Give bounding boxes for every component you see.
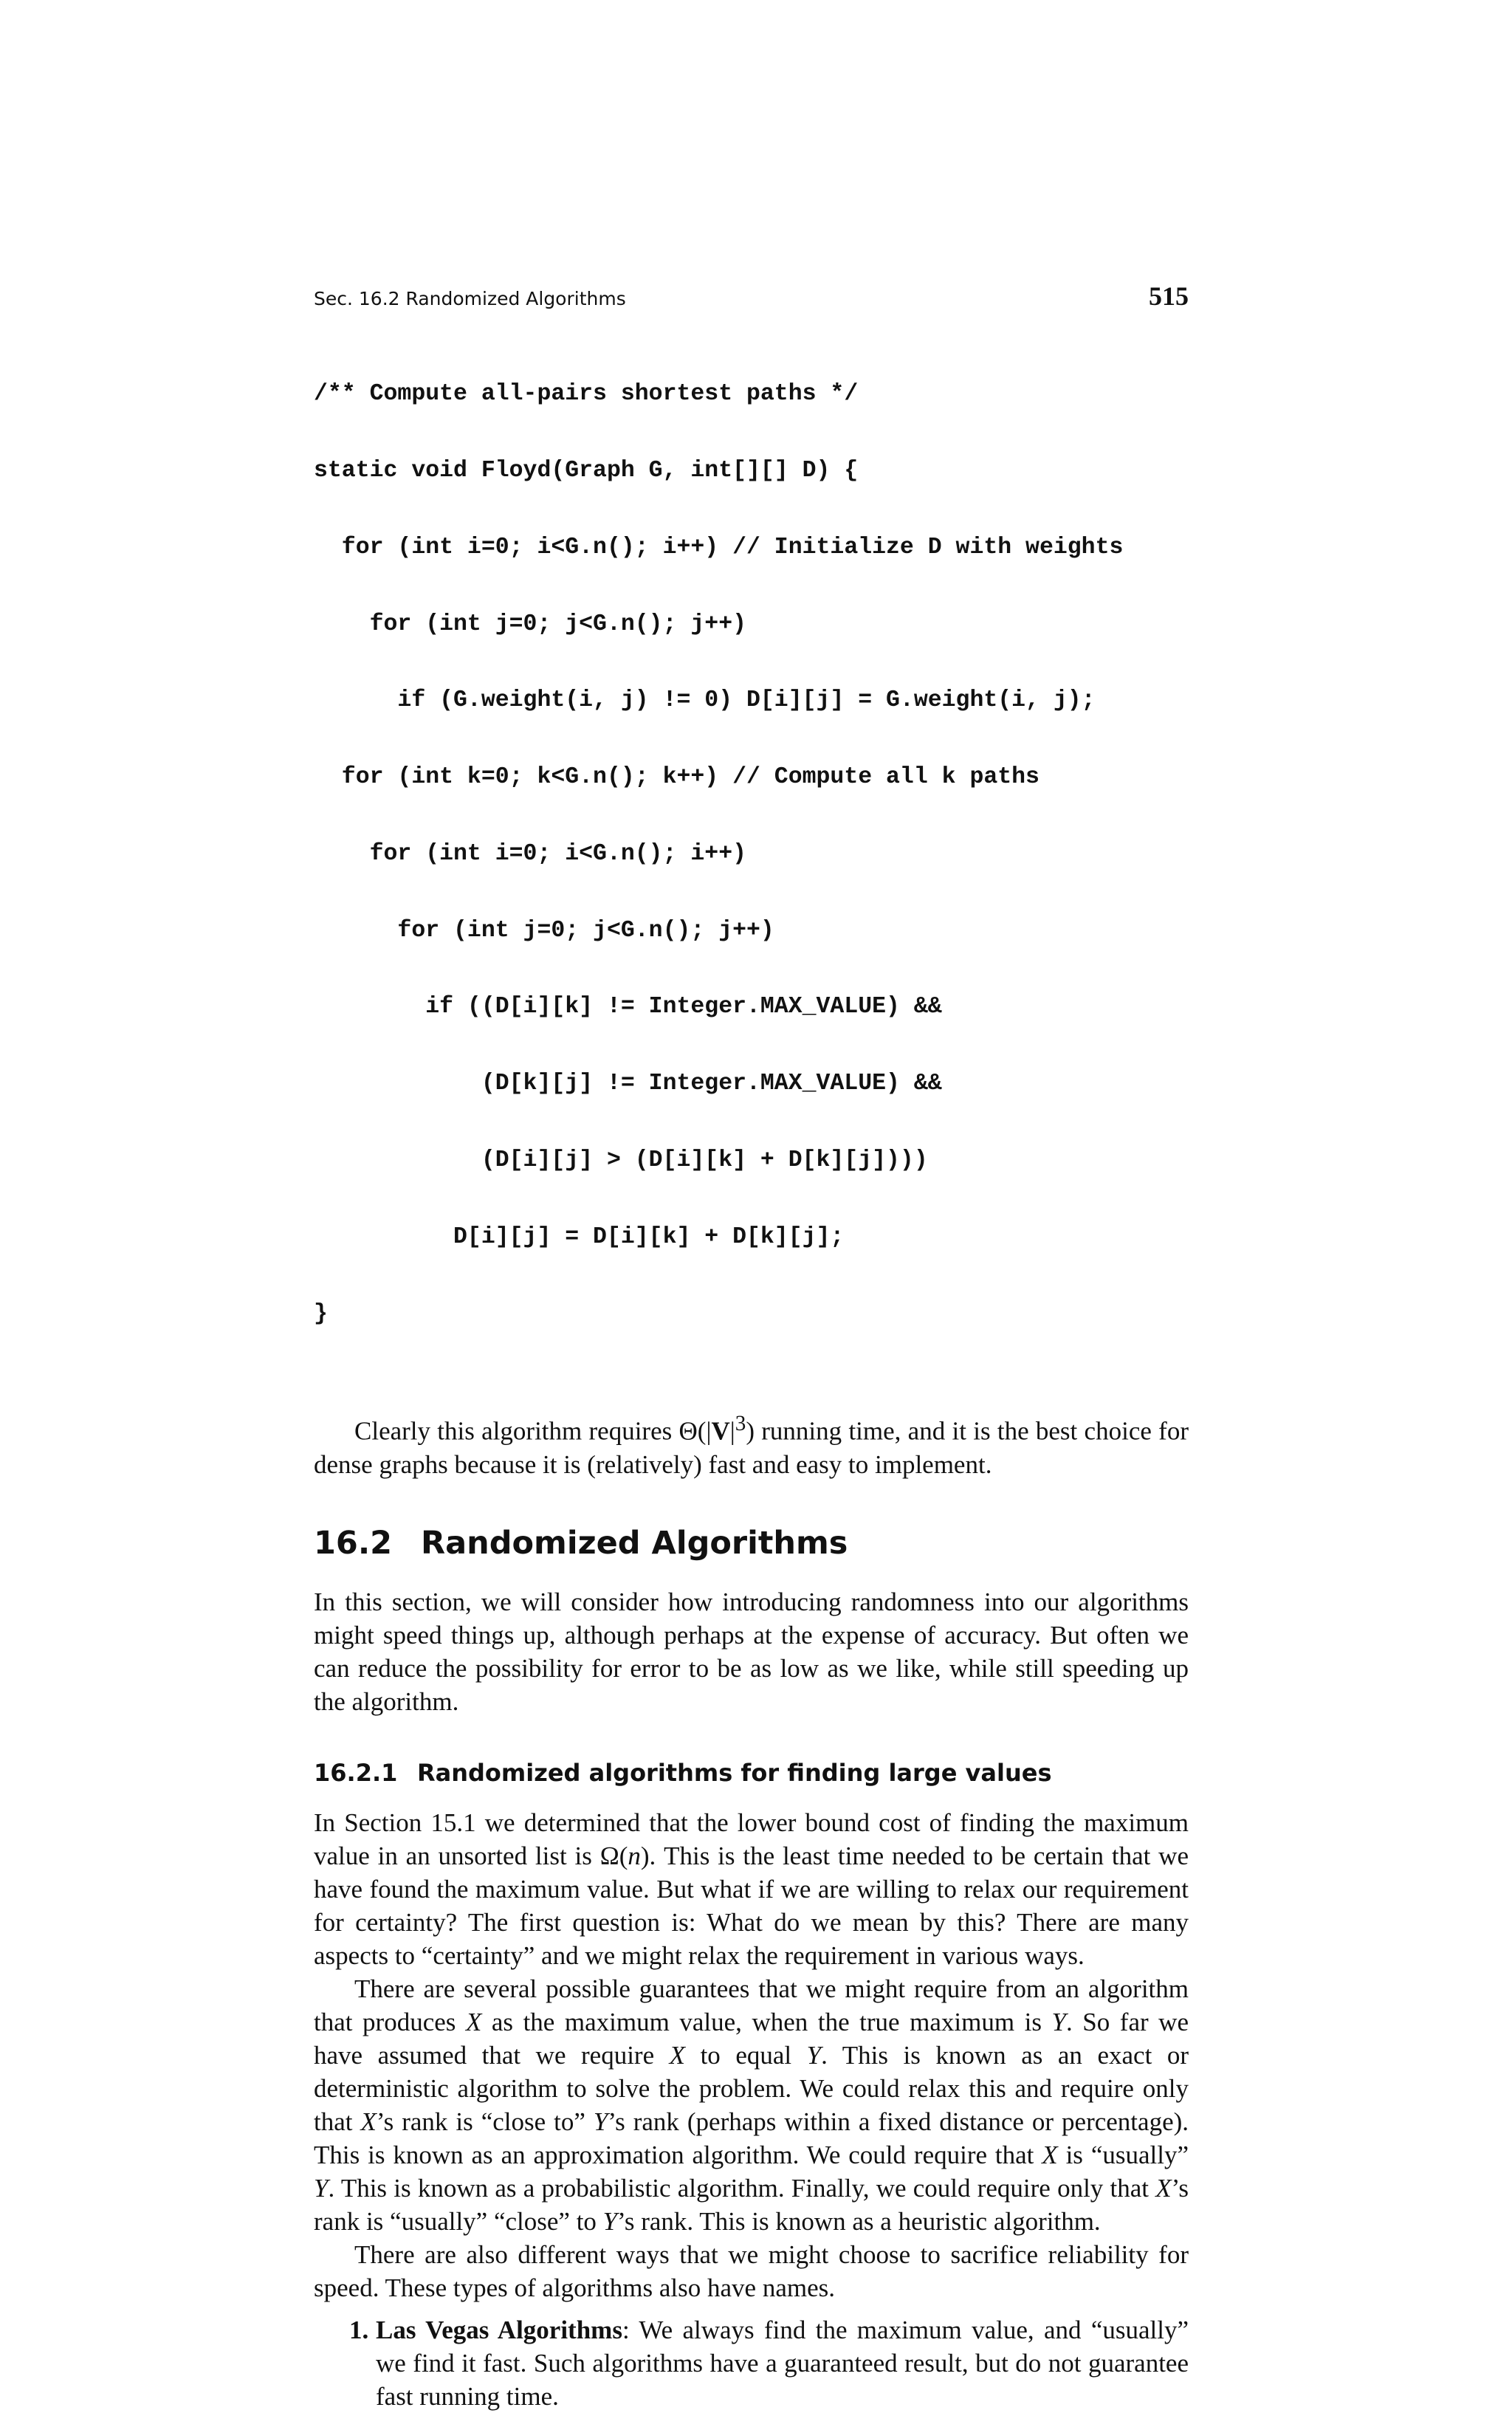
paragraph-after-code: Clearly this algorithm requires $\Theta(|V|^3)$ running time, and it is the best choice for dense graphs because it is (relatively) fast and easy to implement. — [314, 1412, 1189, 1479]
code-line: /** Compute all-pairs shortest paths */ — [314, 381, 859, 408]
algorithm-types-list — [314, 2313, 1189, 2413]
book-page — [314, 281, 1189, 2413]
paragraph-lower-bound: In Section 15.1 we determined that the lower bound cost of finding the maximum value in an unsorted list is Ω(n). This is the least time needed to be certain that we have found the maximum value. But what if we are willing to relax our requirement for certainty? The first question is: What do we mean by this? There are many aspects to “certainty” and we might relax the requirement in various ways. — [314, 1808, 1189, 1970]
code-line: static void Floyd(Graph G, int[][] D) { — [314, 457, 859, 484]
code-line: if (G.weight(i, j) != 0) D[i][j] = G.weight(i, j); — [314, 687, 1096, 714]
paragraph-intro: In this section, we will consider how introducing randomness into our algorithms might speed things up, although perhaps at the expense of accuracy. But often we can reduce the possibility for error to be as low as we like, while still speeding up the algorithm. — [314, 1588, 1189, 1716]
page-number: 515 — [1149, 281, 1189, 311]
paragraph-guarantees: There are several possible guarantees that we might require from an algorithm that produces X as the maximum value, when the true maximum is Y. So far we have assumed that we require X to equal Y. This is known as an exact or deterministic algorithm to solve the problem. We could relax this and require only that X’s rank is “close to” Y’s rank (perhaps within a fixed distance or percentage). This is known as an approximation algorithm. We could require that X is “usually” Y. This is known as a probabilistic algorithm. Finally, we could require only that X’s rank is “usually” “close” to Y’s rank. This is known as a heuristic algorithm. — [314, 1974, 1189, 2236]
code-line: for (int i=0; i<G.n(); i++) // Initialize D with weights — [314, 534, 1124, 560]
list-item — [314, 2313, 1189, 2413]
code-line: (D[i][j] > (D[i][k] + D[k][j]))) — [314, 1147, 928, 1173]
code-line: D[i][j] = D[i][k] + D[k][j]; — [314, 1223, 845, 1250]
paragraph-sacrifice: There are also different ways that we might choose to sacrifice reliability for speed. These types of algorithms also have names. — [314, 2240, 1189, 2302]
running-head — [314, 281, 1189, 318]
code-line: for (int k=0; k<G.n(); k++) // Compute all k paths — [314, 764, 1040, 791]
section-number: 16.2 — [314, 1525, 393, 1562]
section-title: Randomized Algorithms — [421, 1525, 848, 1562]
subsection-title: Randomized algorithms for finding large values — [417, 1759, 1052, 1787]
subsection-number: 16.2.1 — [314, 1759, 398, 1787]
code-line: } — [314, 1300, 328, 1327]
list-marker: 1. — [349, 2316, 369, 2344]
section-heading — [314, 1527, 1189, 1560]
list-item-body: Las Vegas Algorithms: We always find the maximum value, and “usually” we find it fast. Such algorithms have a guaranteed result, but do not guarantee fast running time. — [376, 2316, 1189, 2411]
code-line: for (int j=0; j<G.n(); j++) — [314, 917, 774, 944]
code-line: for (int i=0; i<G.n(); i++) — [314, 840, 746, 867]
running-head-section: Sec. 16.2 Randomized Algorithms — [314, 288, 626, 309]
code-line: if ((D[i][k] != Integer.MAX_VALUE) && — [314, 994, 942, 1020]
code-line: for (int j=0; j<G.n(); j++) — [314, 611, 746, 637]
code-listing-floyd — [314, 331, 1189, 1378]
list-item-term: Las Vegas Algorithms — [376, 2316, 622, 2344]
body-text — [314, 1407, 1189, 2413]
code-line: (D[k][j] != Integer.MAX_VALUE) && — [314, 1071, 942, 1097]
subsection-heading — [314, 1757, 1189, 1790]
